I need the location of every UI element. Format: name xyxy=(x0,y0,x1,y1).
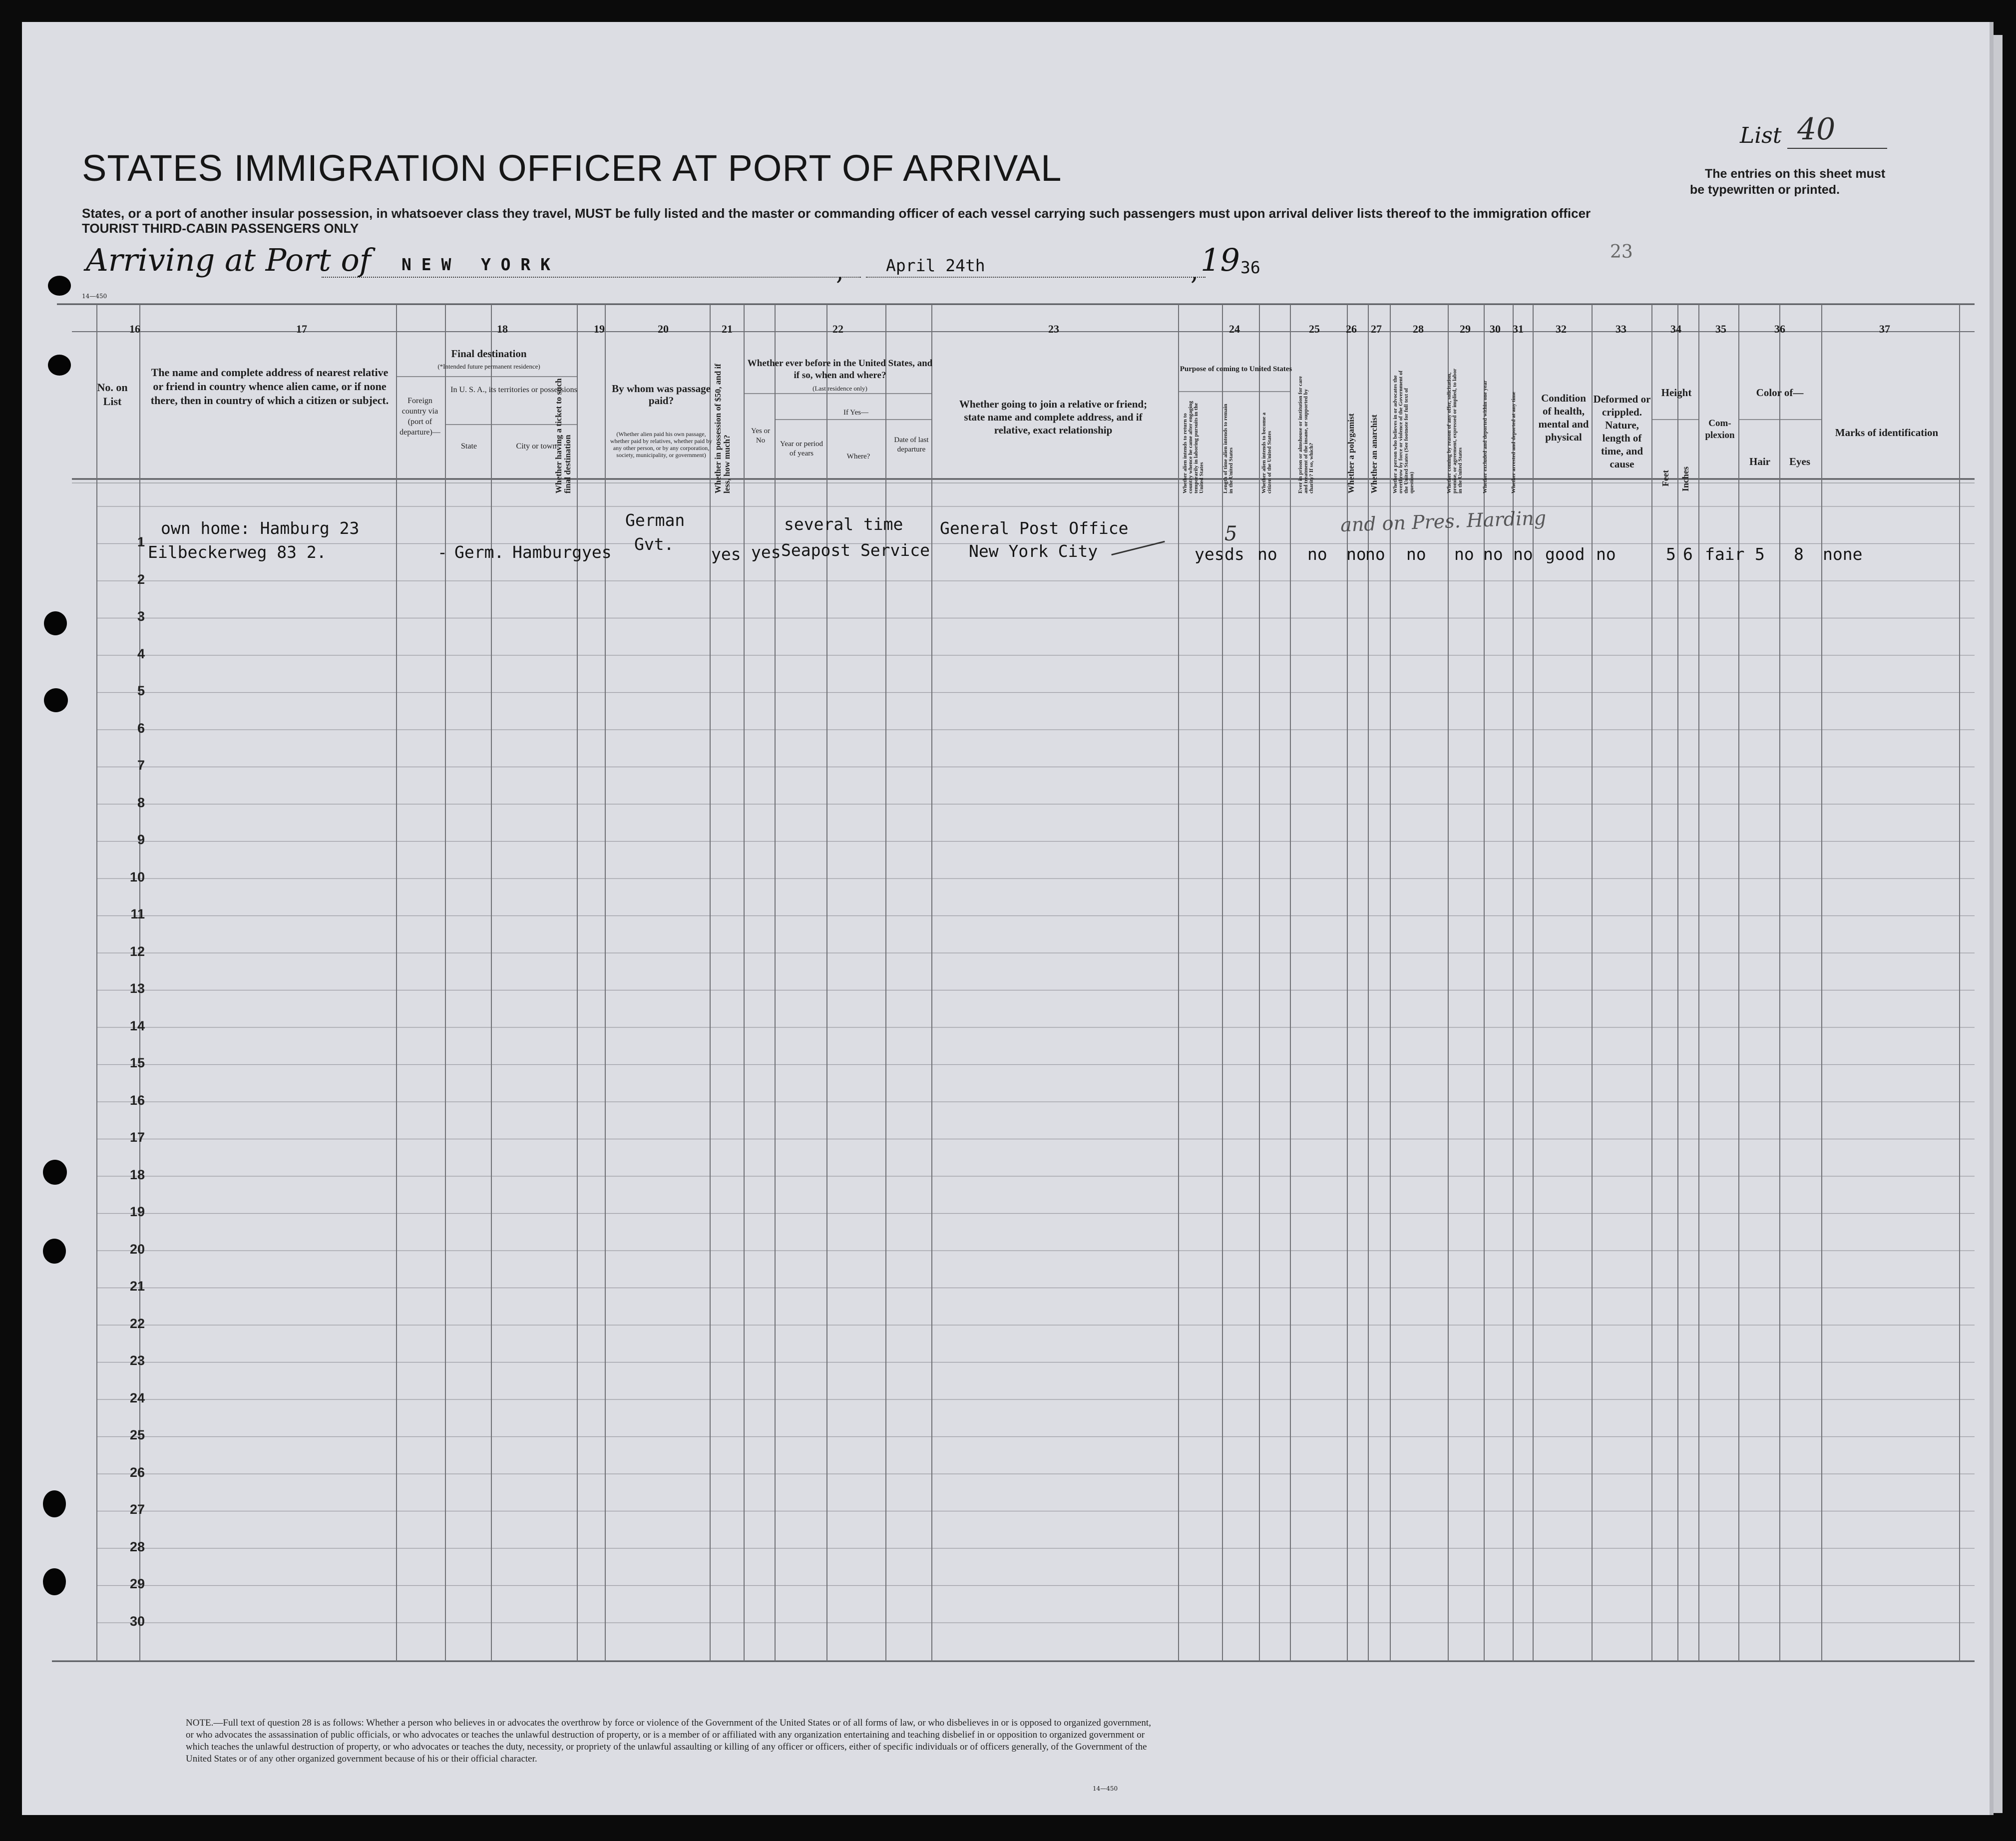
citizen-value: no xyxy=(1257,544,1277,564)
return-value: yes xyxy=(1195,544,1224,564)
row-number: 17 xyxy=(129,1130,145,1145)
header-color-of: Color of— xyxy=(1756,387,1804,399)
column-number: 27 xyxy=(1371,323,1382,335)
header-relative: The name and complete address of nearest relative or friend in country whence alien came, or if none there, then in country of which a citizen or subject. xyxy=(150,366,389,407)
header-if-yes: If Yes— xyxy=(843,409,868,417)
row-number: 19 xyxy=(129,1204,145,1219)
header-eyes: Eyes xyxy=(1789,456,1810,467)
comma-2: , xyxy=(1191,257,1199,286)
header-inches: Inches xyxy=(1680,466,1690,491)
header-feet: Feet xyxy=(1660,470,1670,486)
row-number: 22 xyxy=(129,1316,145,1331)
header-q28: Whether a person who believes in or advocates the overthrow by force or violence of the Government of the United States (See footnote for full text of question) xyxy=(1392,370,1415,493)
relative-address-line1: own home: Hamburg 23 xyxy=(161,518,360,538)
row-number: 13 xyxy=(129,981,145,996)
row-number: 26 xyxy=(129,1464,145,1480)
column-number: 31 xyxy=(1513,323,1524,335)
q30-value: no xyxy=(1483,544,1503,564)
page-mark: 23 xyxy=(1610,242,1633,262)
form-subtitle: States, or a port of another insular possession, in whatsoever class they travel, MUST be fully listed and the master or commanding officer of each vessel carrying such passengers must upon arrival deliver lists thereof to the immigration officer xyxy=(82,206,1591,221)
column-number: 29 xyxy=(1460,323,1471,335)
row-number: 21 xyxy=(129,1279,145,1294)
form-title: STATES IMMIGRATION OFFICER AT PORT OF ARRIVAL xyxy=(82,147,1062,189)
header-length-stay: Length of time alien intends to remain in the United States xyxy=(1222,404,1234,493)
year-prefix: 19 xyxy=(1201,242,1240,278)
header-final-destination-note: (*Intended future permanent residence) xyxy=(437,363,540,370)
header-date-departure: Date of last departure xyxy=(894,436,929,454)
period-line1: several time xyxy=(784,514,903,534)
column-number: 26 xyxy=(1346,323,1357,335)
row-number: 30 xyxy=(129,1613,145,1629)
header-yes-no: Yes or No xyxy=(751,427,771,445)
length-typed: ds xyxy=(1224,544,1244,564)
row-number: 24 xyxy=(129,1390,145,1405)
row-number: 10 xyxy=(129,869,145,885)
date-value: April 24th xyxy=(886,256,985,275)
column-number: 30 xyxy=(1490,323,1501,335)
column-number: 22 xyxy=(832,323,843,335)
header-become-citizen: Whether alien intends to become a citizen of the United States xyxy=(1261,412,1272,493)
health-value: good xyxy=(1545,544,1585,564)
typewritten-note-1: The entries on this sheet must xyxy=(1705,167,1886,181)
row-number: 18 xyxy=(129,1167,145,1182)
state-value: Germ. xyxy=(454,542,504,562)
feet-value: 5 xyxy=(1666,544,1676,564)
header-ticket: Whether having a ticket to such final destination xyxy=(554,378,572,493)
row-number: 6 xyxy=(137,720,145,736)
period-line2: Seapost Service xyxy=(781,540,930,560)
row-number: 14 xyxy=(129,1018,145,1033)
port-value: N E W Y O R K xyxy=(402,255,551,274)
paid-by-line1: German xyxy=(625,510,685,530)
column-number: 24 xyxy=(1229,323,1240,335)
row-number: 1 xyxy=(137,534,145,549)
row-number: 3 xyxy=(137,609,145,624)
class-note: TOURIST THIRD-CABIN PASSENGERS ONLY xyxy=(82,221,359,236)
typewritten-note-2: be typewritten or printed. xyxy=(1690,183,1840,197)
header-q29: Whether coming by reason of any offer, solicitation, promise, or agreement, expressed or implied, to labor in the United States xyxy=(1446,369,1463,493)
header-ever-before: Whether ever before in the United States, and if so, when and where? xyxy=(747,358,933,381)
row-number: 9 xyxy=(137,832,145,847)
row-number: 25 xyxy=(129,1427,145,1442)
row-number: 8 xyxy=(137,795,145,810)
joining-line1: General Post Office xyxy=(940,518,1129,538)
row-number: 29 xyxy=(129,1576,145,1591)
column-number: 23 xyxy=(1048,323,1059,335)
header-marks: Marks of identification xyxy=(1835,427,1939,439)
row-number: 12 xyxy=(129,943,145,959)
ticket-value: yes xyxy=(582,542,612,562)
before-in-us-value: yes xyxy=(751,542,781,562)
fifty-dollars-value: yes xyxy=(711,544,741,564)
list-number: 40 xyxy=(1797,112,1836,147)
complexion-value: fair xyxy=(1705,544,1745,564)
column-number: 28 xyxy=(1413,323,1424,335)
column-number: 33 xyxy=(1615,323,1626,335)
row-number: 5 xyxy=(137,683,145,698)
header-hair: Hair xyxy=(1749,456,1770,467)
row-number: 28 xyxy=(129,1539,145,1554)
year-suffix: 36 xyxy=(1240,258,1260,277)
anarchist-value: no xyxy=(1365,544,1385,564)
q28-value: no xyxy=(1406,544,1426,564)
header-no-on-list: No. on List xyxy=(97,381,128,408)
paid-by-line2: Gvt. xyxy=(634,534,674,554)
prison-value: no xyxy=(1307,544,1327,564)
column-number: 16 xyxy=(129,323,140,335)
row-number: 27 xyxy=(129,1502,145,1517)
header-return: Whether alien intends to return to country whence he came after engaging temporarily in laboring pursuits in the United States xyxy=(1182,401,1205,493)
header-final-destination: Final destination xyxy=(451,348,527,360)
header-ever-before-note: (Last residence only) xyxy=(812,385,867,392)
joining-line2: New York City xyxy=(969,541,1098,561)
column-number: 21 xyxy=(722,323,733,335)
column-number: 35 xyxy=(1715,323,1726,335)
column-number: 17 xyxy=(296,323,307,335)
comma-1: , xyxy=(836,257,844,286)
header-purpose: Purpose of coming to United States xyxy=(1180,365,1292,373)
eyes-value: 8 xyxy=(1794,544,1804,564)
row-number: 23 xyxy=(129,1353,145,1368)
header-q31: Whether arrested and deported at any time xyxy=(1511,392,1517,493)
column-number: 25 xyxy=(1309,323,1320,335)
row-number: 11 xyxy=(130,907,145,921)
length-handwritten: 5 xyxy=(1224,522,1237,545)
header-passage-note: (Whether alien paid his own passage, whether paid by relatives, whether paid by any other person, or by any corporation, society, municipality, or government) xyxy=(610,431,713,459)
header-foreign-country: Foreign country via (port of departure)— xyxy=(400,397,440,437)
header-height: Height xyxy=(1661,387,1692,399)
manifest-sheet xyxy=(22,22,1994,1815)
arriving-label: Arriving at Port of xyxy=(86,242,371,278)
header-deformed: Deformed or crippled. Nature, length of time, and cause xyxy=(1593,393,1651,470)
hair-value: 5 xyxy=(1755,544,1765,564)
header-city: City or town xyxy=(516,442,557,451)
relative-address-line2: Eilbeckerweg 83 2. xyxy=(148,542,327,562)
header-fifty-dollars: Whether in possession of $50, and if less, how much? xyxy=(713,364,732,493)
form-code: 14—450 xyxy=(82,293,107,300)
q31-value: no xyxy=(1513,544,1533,564)
column-number: 36 xyxy=(1774,323,1785,335)
header-anarchist: Whether an anarchist xyxy=(1369,414,1379,493)
header-state: State xyxy=(461,442,477,451)
row-number: 16 xyxy=(129,1092,145,1108)
header-in-usa: In U. S. A., its territories or possessions xyxy=(450,386,577,394)
column-number: 37 xyxy=(1879,323,1890,335)
header-passage-paid: By whom was passage paid? xyxy=(612,383,711,407)
city-value: Hamburg xyxy=(512,542,582,562)
header-prison: Ever in prison or almshouse or institution for care and treatment of the insane, or supported by charity? If so, which? xyxy=(1297,376,1314,493)
header-joining: Whether going to join a relative or friend; state name and complete address, and if relative, exact relationship xyxy=(959,398,1148,436)
column-number: 34 xyxy=(1670,323,1681,335)
deformed-value: no xyxy=(1596,544,1616,564)
row-number: 7 xyxy=(137,758,145,773)
list-label: List xyxy=(1740,123,1782,148)
row-number: 4 xyxy=(137,646,145,661)
header-complexion: Com-plexion xyxy=(1705,418,1735,441)
q29-value: no xyxy=(1454,544,1474,564)
column-number: 32 xyxy=(1556,323,1567,335)
header-period: Year or period of years xyxy=(780,440,823,458)
footnote-q28: NOTE.—Full text of question 28 is as follows: Whether a person who believes in or advocates the overthrow by force or violence of the Government of the United States or of all forms of law, or who disbelieves in or is opposed to organized government, or who advocates the assassination of public officials, or who advocates or teaches the unlawful destruction of property, or is a member of or affiliated with any organization entertaining and teaching disbelief in or opposition to organized government or which teaches the unlawful destruction of property, or who advocates or teaches the duty, necessity, or propriety of the unlawful assaulting or killing of any officer or officers, either of specific individuals or of officers generally, of the Government of the United States or of any other organized government because of his or their official character. xyxy=(186,1718,1151,1764)
header-polygamist: Whether a polygamist xyxy=(1346,413,1356,493)
row-number: 15 xyxy=(129,1055,145,1070)
column-number: 18 xyxy=(497,323,508,335)
inches-value: 6 xyxy=(1683,544,1693,564)
header-where: Where? xyxy=(846,453,870,460)
handwritten-note: and on Pres. Harding xyxy=(1340,506,1547,536)
row-number: 2 xyxy=(137,571,145,587)
polygamist-value: no xyxy=(1346,544,1366,564)
marks-value: none xyxy=(1823,544,1863,564)
foreign-country-value: - xyxy=(437,542,447,562)
footer-code: 14—450 xyxy=(1093,1785,1118,1792)
column-number: 20 xyxy=(658,323,669,335)
manifest-table-grid xyxy=(22,22,1990,1815)
header-health: Condition of health, mental and physical xyxy=(1538,392,1589,443)
row-number: 20 xyxy=(129,1241,145,1257)
header-q30: Whether excluded and deported within one year xyxy=(1482,380,1488,493)
column-number: 19 xyxy=(594,323,605,335)
